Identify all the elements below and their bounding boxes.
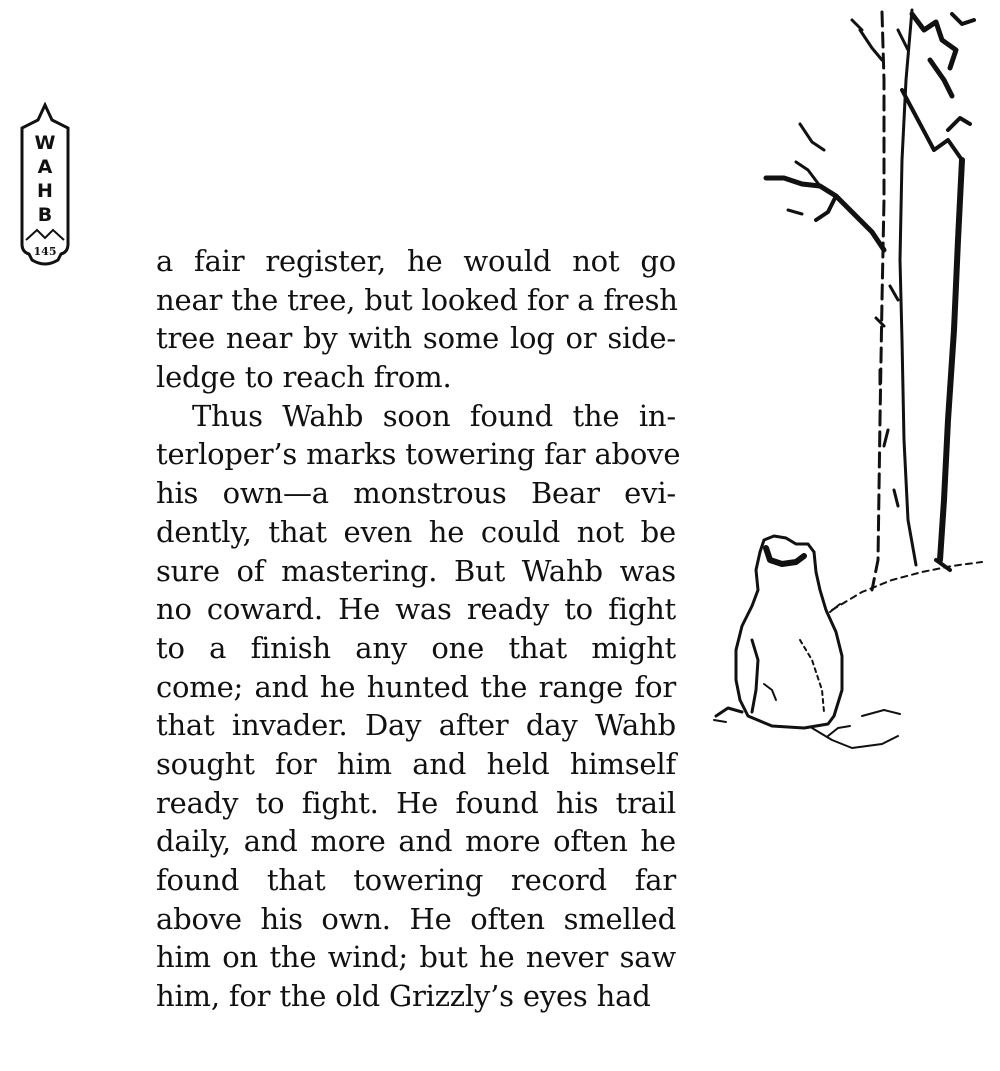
text-line: ready to fight. He found his trail (156, 785, 676, 820)
text-line: his own—a monstrous Bear evi- (156, 476, 676, 511)
page-number: 145 (33, 245, 57, 258)
text-line: no coward. He was ready to fight (156, 592, 676, 627)
text-line: tree near by with some log or side- (156, 321, 676, 356)
text-line: a fair register, he would not go (156, 244, 676, 278)
text-line: sure of mastering. But Wahb was (156, 553, 676, 588)
text-line: daily, and more and more often he (156, 824, 676, 859)
text-line: him, for the old Grizzly’s eyes had (156, 979, 651, 1014)
badge-letter: B (37, 204, 53, 226)
text-line: sought for him and held himself (156, 746, 676, 781)
shield-badge-icon (18, 102, 72, 270)
bear-tree-drawing-icon (712, 0, 1000, 760)
running-head-badge (18, 102, 72, 270)
text-line: to a finish any one that might (156, 630, 676, 665)
body-text (156, 242, 681, 1016)
badge-letter: H (37, 180, 53, 202)
bear-and-tree-illustration (712, 0, 1000, 760)
text-line: dently, that even he could not be (156, 514, 676, 549)
text-line: come; and he hunted the range for (156, 669, 676, 704)
text-line: near the tree, but looked for a fresh (156, 282, 678, 317)
text-line: ledge to reach from. (156, 360, 452, 395)
text-line: terloper’s marks towering far above (156, 437, 681, 472)
text-line: him on the wind; but he never saw (156, 940, 676, 975)
text-line: that invader. Day after day Wahb (156, 708, 676, 743)
text-line: Thus Wahb soon found the in- (192, 398, 676, 433)
badge-letter: A (37, 156, 53, 178)
text-line: above his own. He often smelled (156, 901, 676, 936)
badge-letter: W (34, 132, 56, 154)
text-line: found that towering record far (156, 863, 676, 897)
